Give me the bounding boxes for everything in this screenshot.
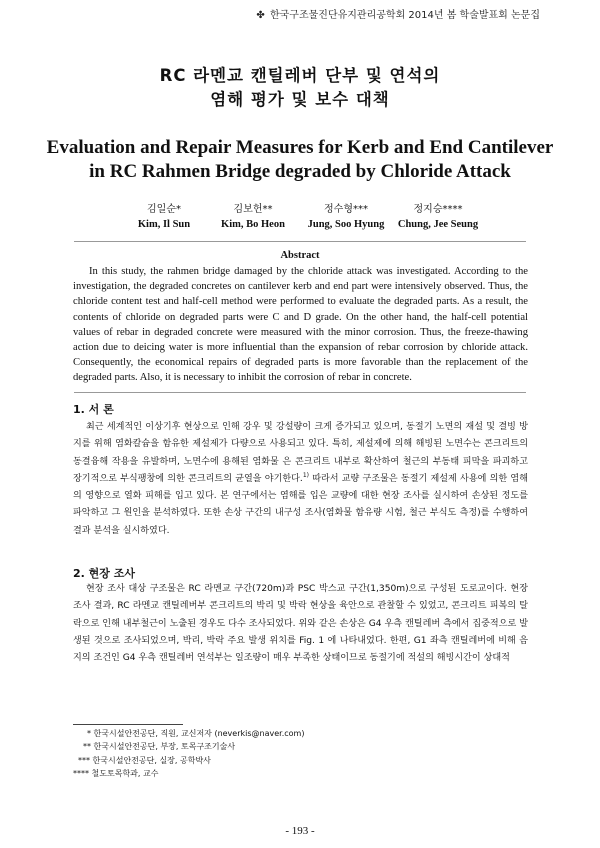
author-english-name: Kim, Bo Heon [221,219,285,230]
footnote-item: **** 철도토목학과, 교수 [73,769,159,779]
abstract-heading: Abstract [280,250,320,261]
footnote-rule [73,724,183,725]
english-title [0,136,600,184]
english-title-line-1: Evaluation and Repair Measures for Kerb and End Cantilever [46,137,554,158]
section-heading: 2. 현장 조사 [73,567,135,580]
paragraph-text: 최근 세계적인 이상기후 현상으로 인해 강우 및 강설량이 크게 증가되고 있으며, 동절기 노면의 재설 및 결빙 방지를 위해 염화칼슘을 함유한 제설제가 다량으로 사용되고 있다. 특히, 제설제에 의해 해빙된 노면수는 콘크리트의 동결융해 작용을 유발하며, 노면수에 용해된 염화물 은 콘크리트 내부로 확산하여 철근의 부동태 피막을 파괴하고 장기적으로 부식팽창에 의한 콘크리트의 균열을 야기한다. [73,422,528,484]
footnote-item: * 한국시설안전공단, 직원, 교신저자 (neverkis@naver.com) [87,729,305,738]
author-korean-name: 김일순* [147,204,181,215]
section-paragraph: 현장 조사 대상 구조물은 RC 라멘교 구간(720m)과 PSC 박스교 구간(1,350m)으로 구성된 도로교이다. 현장 조사 결과, RC 라멘교 캔틸레버부 콘크리트의 박리 및 박락 현상을 육안으로 관찰할 수 있었고, 콘크리트 피복의 탈락으로 인해 내부철근이 노출된 경우도 다수 조사되었다. 위와 같은 손상은 G4 우측 캔틸레버 측에서 집중적으로 발생된 것으로 조사되었으며, 박리, 박락 주요 발생 위치를 Fig. 1 에 나타내었다. 한편, G1 좌측 캔틸레버에 비해 음지의 조건인 G4 우측 캔틸레버 연석부는 일조량이 매우 부족한 상태이므로 동절기에 적설의 해빙시간이 상대적 [73,584,528,664]
author-english-name: Chung, Jee Seung [397,219,479,230]
abstract-text: In this study, the rahmen bridge damaged by the chloride attack was investigated. According to the investigation, the degraded concretes on cantilever kerb and end part were intensively observed. Thus, the chloride content test and half-cell method were performed to evaluate the degraded parts. As a result, the contents of chloride on degraded parts were C and D grade. On the other hand, the half-cell potential values of rebar in degraded concrete were measured with the minor corrosion. Thus, the freeze-thawing action due to deicing water is more influential than the expansion of rebar corrosion by chloride attack. Consequently, the economical repairs of degraded parts is more favorable than the replacement of the degraded parts. Also, it is necessary to inhibit the corrosion of rebar in concrete. [73,266,528,384]
author-4 [378,203,498,233]
footnote-item: ** 한국시설안전공단, 부장, 토목구조기술사 [83,742,236,752]
korean-title-line-1: RC 라멘교 캔틸레버 단부 및 연석의 [159,66,441,85]
flower-ornament-icon: ✤ [256,10,265,21]
divider-rule [74,241,526,242]
english-title-line-2: in RC Rahmen Bridge degraded by Chloride Attack [89,161,511,182]
divider-rule [74,392,526,393]
author-korean-name: 정수형*** [324,204,368,215]
author-korean-name: 김보헌** [233,204,273,215]
running-header [256,6,540,21]
header-text: 한국구조물진단유지관리공학회 2014년 봄 학술발표회 논문집 [269,10,540,21]
author-english-name: Jung, Soo Hyung [307,219,385,230]
citation-marker: 1) [302,471,309,479]
korean-title [0,64,600,112]
footnotes [73,727,528,781]
author-korean-name: 정지승**** [413,204,463,215]
korean-title-line-2: 염해 평가 및 보수 대책 [210,90,390,109]
section-heading: 1. 서 론 [73,403,114,416]
page-number: - 193 - [285,825,315,837]
section-paragraph [73,419,528,540]
paragraph-text: 따라서 교량 구조물은 동절기 제설제 사용에 의한 염해의 영향으로 열화 피해를 입고 있다. 본 연구에서는 염해를 입은 교량에 대한 현장 조사를 실시하여 손상된 정도를 파악하고 그 원인을 분석하였다. 또한 손상 구간의 내구성 조사(염화물 함유량 시험, 철근 부식도 측정)를 수행하여 결과 분석을 실시하였다. [73,473,528,536]
footnote-item: *** 한국시설안전공단, 실장, 공학박사 [78,755,211,765]
author-english-name: Kim, Il Sun [137,219,191,230]
